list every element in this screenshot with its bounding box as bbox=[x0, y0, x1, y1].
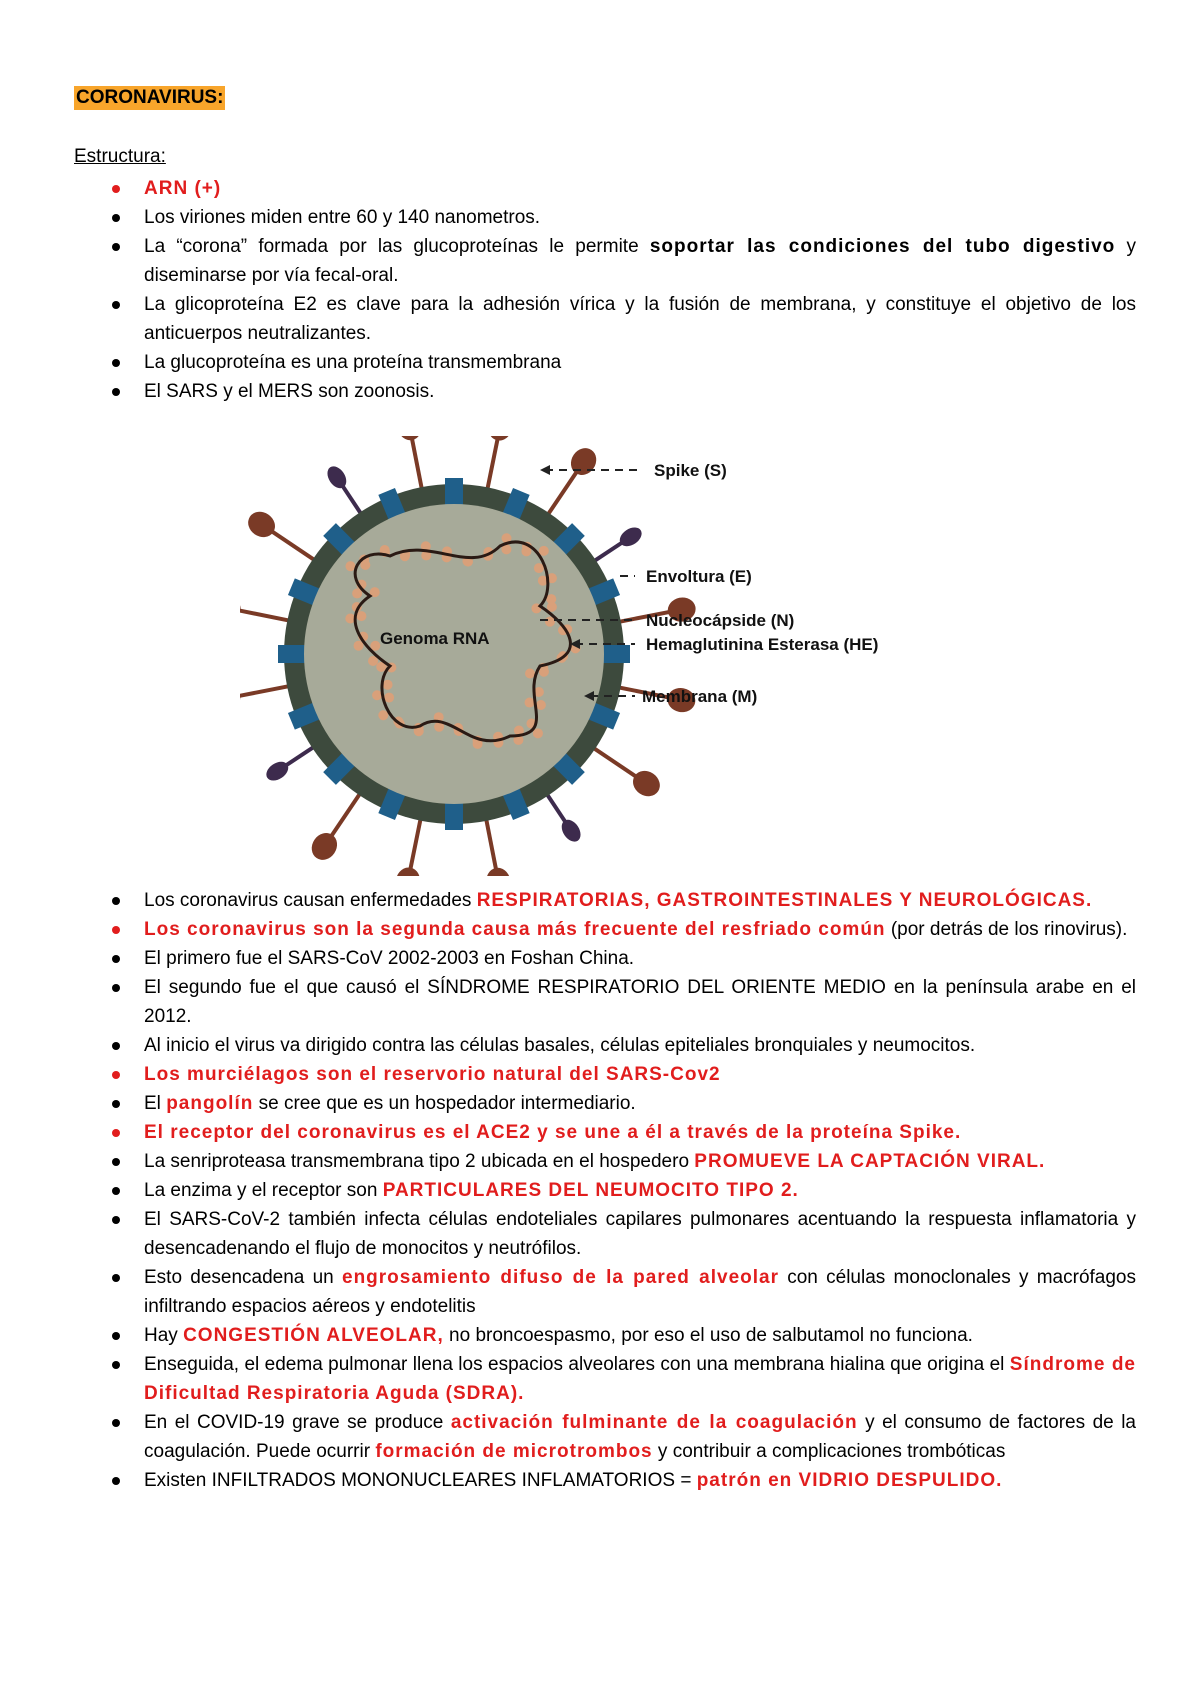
spike-protein bbox=[484, 816, 513, 876]
spike-protein bbox=[393, 816, 422, 876]
text-segment: no broncoespasmo, por eso el uso de salbutamol no funciona. bbox=[443, 1325, 973, 1346]
bullet-icon bbox=[112, 955, 120, 963]
bullet-icon bbox=[112, 359, 120, 367]
list-item bbox=[74, 1350, 1136, 1408]
bullet-icon bbox=[112, 1158, 120, 1166]
text-segment: con células monoclonales y macrófagos infiltrando espacios aéreos y endotelitis bbox=[144, 1267, 1137, 1317]
nucleocapsid-bead bbox=[525, 669, 535, 679]
list-item bbox=[74, 1031, 1136, 1060]
list-item bbox=[74, 1147, 1136, 1176]
list-item bbox=[74, 944, 1136, 973]
text-segment: CONGESTIÓN ALVEOLAR, bbox=[183, 1325, 444, 1346]
text-segment: y diseminarse por vía fecal-oral. bbox=[144, 236, 1136, 286]
page-title: CORONAVIRUS: bbox=[76, 87, 224, 108]
membrane-label: Membrana (M) bbox=[642, 687, 758, 706]
text-segment: soportar las condiciones del tubo digestivo bbox=[649, 236, 1116, 257]
text-segment: pangolín bbox=[166, 1093, 254, 1114]
text-segment: patrón en VIDRIO DESPULIDO. bbox=[696, 1470, 1003, 1491]
text-segment: RESPIRATORIAS, GASTROINTESTINALES Y NEUROLÓGICAS. bbox=[476, 890, 1093, 911]
structure-list bbox=[74, 174, 1136, 406]
nucleocapsid-bead bbox=[525, 698, 535, 708]
text-segment: La glucoproteína es una proteína transmembrana bbox=[144, 352, 562, 373]
text-segment: y el consumo de factores de la coagulación. Puede ocurrir bbox=[144, 1412, 1137, 1462]
text-segment: engrosamiento difuso de la pared alveolar bbox=[342, 1267, 779, 1288]
bullet-icon bbox=[112, 214, 120, 222]
bullet-icon bbox=[112, 388, 120, 396]
list-item bbox=[74, 174, 1136, 203]
bullet-icon bbox=[112, 1129, 120, 1137]
bullet-icon bbox=[112, 926, 120, 934]
list-item bbox=[74, 232, 1136, 290]
spike-protein bbox=[486, 436, 515, 492]
text-segment: Los coronavirus causan enfermedades bbox=[144, 890, 477, 911]
text-segment: y contribuir a complicaciones trombóticas bbox=[652, 1441, 1006, 1462]
text-segment: El bbox=[144, 1093, 167, 1114]
he-protein bbox=[592, 524, 646, 563]
bullet-icon bbox=[112, 1100, 120, 1108]
bullet-icon bbox=[112, 1419, 120, 1427]
text-segment: La “corona” formada por las glucoproteínas le permite bbox=[144, 236, 650, 257]
spike-protein bbox=[240, 684, 292, 713]
text-segment: El receptor del coronavirus es el ACE2 y se une a él a través de la proteína Spike. bbox=[144, 1122, 962, 1143]
text-segment: Esto desencadena un bbox=[144, 1267, 342, 1288]
list-item bbox=[74, 886, 1136, 915]
list-item bbox=[74, 1176, 1136, 1205]
nucleocapsid-label: Nucleocápside (N) bbox=[646, 611, 795, 630]
text-segment: Enseguida, el edema pulmonar llena los espacios alveolares con una membrana hialina que origina el bbox=[144, 1354, 1010, 1375]
text-segment: PARTICULARES DEL NEUMOCITO TIPO 2. bbox=[382, 1180, 799, 1201]
list-item bbox=[74, 1118, 1136, 1147]
he-protein bbox=[545, 792, 584, 846]
spike-protein bbox=[307, 791, 362, 865]
text-segment: (por detrás de los rinovirus). bbox=[885, 919, 1128, 940]
text-segment: El segundo fue el que causó el SÍNDROME RESPIRATORIO DEL ORIENTE MEDIO en la península arabe en el 2012. bbox=[144, 977, 1136, 1027]
text-segment: Al inicio el virus va dirigido contra las células basales, células epiteliales bronquiales y neumocitos. bbox=[144, 1035, 976, 1056]
list-item bbox=[74, 1466, 1136, 1495]
nucleocapsid-bead bbox=[545, 617, 555, 627]
nucleocapsid-bead bbox=[536, 700, 546, 710]
section-heading: Estructura: bbox=[74, 146, 166, 167]
bullet-icon bbox=[112, 1361, 120, 1369]
bullet-icon bbox=[112, 984, 120, 992]
text-segment: Los murciélagos son el reservorio natural del SARS-Cov2 bbox=[144, 1064, 721, 1085]
list-item bbox=[74, 203, 1136, 232]
genome-label: Genoma RNA bbox=[380, 629, 490, 648]
coronavirus-diagram bbox=[240, 436, 960, 876]
bullet-icon bbox=[112, 1187, 120, 1195]
list-item bbox=[74, 973, 1136, 1031]
bullet-icon bbox=[112, 185, 120, 193]
membrane-protein bbox=[445, 478, 463, 506]
he-protein bbox=[263, 745, 317, 784]
membrane-protein bbox=[278, 645, 306, 663]
bullet-icon bbox=[112, 1042, 120, 1050]
label-envelope bbox=[620, 567, 752, 586]
nucleocapsid-bead bbox=[372, 690, 382, 700]
list-item bbox=[74, 1089, 1136, 1118]
text-segment: La enzima y el receptor son bbox=[144, 1180, 383, 1201]
text-segment: PROMUEVE LA CAPTACIÓN VIRAL. bbox=[694, 1151, 1046, 1172]
bullet-icon bbox=[112, 243, 120, 251]
text-segment: La senriproteasa transmembrana tipo 2 ubicada en el hospedero bbox=[144, 1151, 695, 1172]
list-item bbox=[74, 377, 1136, 406]
list-item bbox=[74, 348, 1136, 377]
bullet-icon bbox=[112, 1332, 120, 1340]
bullet-icon bbox=[112, 1477, 120, 1485]
he-label: Hemaglutinina Esterasa (HE) bbox=[646, 635, 879, 654]
text-segment: se cree que es un hospedador intermediario. bbox=[253, 1093, 636, 1114]
list-item bbox=[74, 1060, 1136, 1089]
nucleocapsid-bead bbox=[384, 693, 394, 703]
list-item bbox=[74, 1408, 1136, 1466]
list-item bbox=[74, 1321, 1136, 1350]
membrane-protein bbox=[445, 802, 463, 830]
text-segment: Existen INFILTRADOS MONONUCLEARES INFLAMATORIOS = bbox=[144, 1470, 697, 1491]
nucleocapsid-bead bbox=[383, 680, 393, 690]
text-segment: En el COVID-19 grave se produce bbox=[144, 1412, 451, 1433]
nucleocapsid-bead bbox=[534, 563, 544, 573]
text-segment: activación fulminante de la coagulación bbox=[450, 1412, 858, 1433]
spike-protein bbox=[591, 746, 665, 801]
coronavirus-diagram-svg bbox=[240, 436, 960, 876]
bullet-icon bbox=[112, 1216, 120, 1224]
detail-list bbox=[74, 886, 1136, 1495]
text-segment: Síndrome de Dificultad Respiratoria Aguda (SDRA). bbox=[144, 1354, 1136, 1404]
nucleocapsid-bead bbox=[370, 641, 380, 651]
text-segment: Los coronavirus son la segunda causa más frecuente del resfriado común bbox=[144, 919, 886, 940]
spike-protein bbox=[546, 443, 601, 517]
text-segment: El primero fue el SARS-CoV 2002-2003 en Foshan China. bbox=[144, 948, 635, 969]
text-segment: formación de microtrombos bbox=[375, 1441, 653, 1462]
spike-protein bbox=[395, 436, 424, 492]
spike-label: Spike (S) bbox=[654, 461, 727, 480]
nucleocapsid-bead bbox=[539, 667, 549, 677]
list-item bbox=[74, 1263, 1136, 1321]
envelope-label: Envoltura (E) bbox=[646, 567, 752, 586]
list-item bbox=[74, 290, 1136, 348]
text-segment: Hay bbox=[144, 1325, 184, 1346]
nucleocapsid-bead bbox=[345, 561, 355, 571]
text-segment: ARN (+) bbox=[144, 178, 222, 199]
nucleocapsid-bead bbox=[356, 611, 366, 621]
list-item bbox=[74, 915, 1136, 944]
bullet-icon bbox=[112, 301, 120, 309]
spike-protein bbox=[243, 507, 317, 562]
spike-protein bbox=[240, 593, 292, 622]
he-protein bbox=[324, 463, 363, 517]
list-item bbox=[74, 1205, 1136, 1263]
bullet-icon bbox=[112, 897, 120, 905]
text-segment: La glicoproteína E2 es clave para la adhesión vírica y la fusión de membrana, y constituye el objetivo de los anticuerpos neutralizantes. bbox=[144, 294, 1136, 344]
text-segment: El SARS y el MERS son zoonosis. bbox=[144, 381, 435, 402]
membrane-protein bbox=[602, 645, 630, 663]
text-segment: Los viriones miden entre 60 y 140 nanometros. bbox=[144, 207, 541, 228]
nucleocapsid-bead bbox=[378, 710, 388, 720]
bullet-icon bbox=[112, 1071, 120, 1079]
bullet-icon bbox=[112, 1274, 120, 1282]
label-spike bbox=[540, 461, 727, 480]
text-segment: El SARS-CoV-2 también infecta células endoteliales capilares pulmonares acentuando la respuesta inflamatoria y desencadenando el flujo de monocitos y neutrófilos. bbox=[144, 1209, 1136, 1259]
